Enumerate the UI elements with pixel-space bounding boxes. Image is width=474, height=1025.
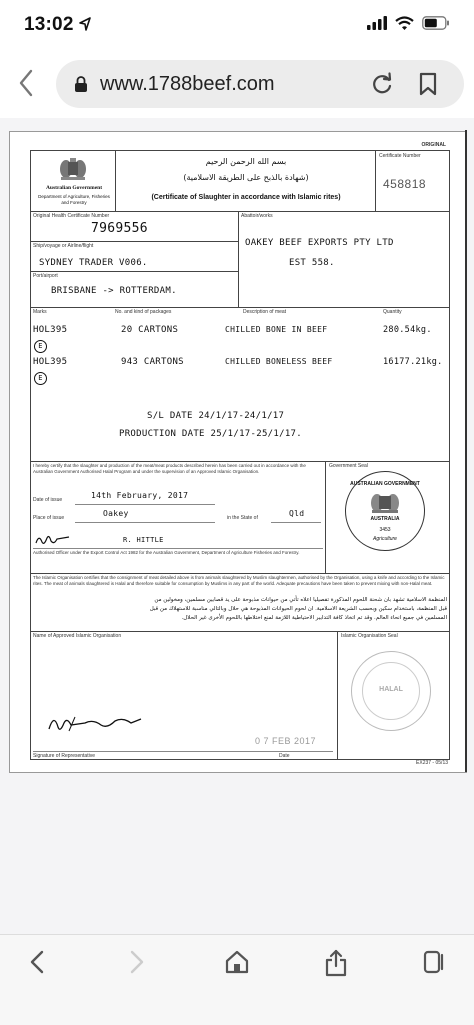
cert-number-cell: [377, 151, 449, 211]
arabic-para-1: المنظمة الاسلامية تشهد بان شحنة اللحوم المذكورة تفصيليا اعلاه تأتي من حيوانات مذبوحة على يد قصابين مسلمين، ومخولين من: [154, 597, 447, 603]
gov-seal-label: Government Seal: [329, 463, 368, 469]
address-bar-row: [0, 58, 474, 114]
row2-mark: HOL395: [33, 357, 68, 367]
row1-mark-sub: E: [34, 340, 47, 353]
row2-packages: 943 CARTONS: [121, 357, 184, 367]
abattoir-line2: EST 558.: [289, 258, 335, 268]
title-arabic: (شهادة بالذبح على الطريقة الاسلامية): [183, 173, 309, 182]
date-label: Date: [279, 753, 290, 759]
gov-dept: Department of Agriculture, Fisheries and Forestry: [38, 194, 110, 205]
document-scrollbar: [465, 130, 467, 772]
col-marks: Marks: [33, 309, 47, 315]
seal-top-text: AUSTRALIAN GOVERNMENT: [350, 481, 420, 487]
url-field[interactable]: [56, 60, 464, 108]
halal-word: HALAL: [379, 686, 403, 693]
col-qty: Quantity: [383, 309, 402, 315]
orig-health-label: Original Health Certificate Number: [33, 213, 110, 219]
bottom-toolbar: [0, 934, 474, 1025]
arabic-para-3: المسلمين في جميع انحاء العالم. وقد تم اتخاذ كافة التدابير الاحتياطية اللازمة لمنع اختلاطها باللحوم الأخرى غير الحلال.: [181, 615, 447, 621]
share-icon[interactable]: [324, 949, 348, 982]
gov-crest-cell: [31, 151, 115, 211]
back-chevron-icon[interactable]: [18, 68, 34, 103]
certificate-document: [9, 131, 467, 773]
state-label: in the State of: [227, 515, 258, 521]
location-arrow-icon: [79, 17, 91, 36]
stamp-date: 0 7 FEB 2017: [255, 736, 317, 746]
islamic-text: The Islamic Organisation certifies that the consignment of meat detailed above is from animals slaughtered by Muslim slaughtermen, authorised by the Organisation, using a knife and according to the Islamic rites. The meat of animals slaughtered is Halal and therefore suitable for consumption by Muslims in any part of the world. Adequate precautions have been taken to prevent mixing with non-Halal meat.: [33, 575, 445, 586]
wifi-icon: [395, 16, 414, 35]
bismillah: بسم الله الرحمن الرحيم: [205, 157, 287, 166]
row2-meat: CHILLED BONELESS BEEF: [225, 357, 333, 366]
battery-icon: [422, 16, 450, 35]
row1-qty: 280.54kg.: [383, 325, 432, 335]
certify-text: I hereby certify that the slaughter and production of the meat/meat products described herein has been carried out in accordance with the Australian Government Authorised Halal Program and under the supervision of an Approved Islamic Organisation.: [33, 463, 306, 474]
officer-name: R. HITTLE: [123, 536, 164, 544]
row2-qty: 16177.21kg.: [383, 357, 443, 367]
org-name-label: Name of Approved Islamic Organisation: [33, 633, 122, 639]
row1-mark: HOL395: [33, 325, 68, 335]
lock-icon: [74, 75, 88, 98]
state-value: Qld: [289, 509, 305, 518]
row1-packages: 20 CARTONS: [121, 325, 179, 335]
ship-label: Ship/voyage or Airline/flight: [33, 243, 94, 249]
representative-signature-icon: [45, 711, 145, 742]
orig-health-value: 7969556: [91, 221, 148, 236]
seal-crest-icon: [368, 490, 402, 519]
date-issue-label: Date of issue: [33, 497, 63, 503]
cert-number-label: Certificate Number: [379, 153, 421, 159]
home-icon[interactable]: [224, 949, 250, 980]
gov-name: Australian Government: [45, 185, 103, 191]
reload-icon[interactable]: [370, 72, 394, 101]
col-meat: Description of meat: [243, 309, 287, 315]
date-issue-value: 14th February, 2017: [91, 491, 189, 500]
ship-value: SYDNEY TRADER V006.: [39, 258, 148, 268]
abattoir-label: Abattoir/works: [241, 213, 273, 219]
islamic-org-seal: [351, 651, 431, 731]
row2-mark-sub: E: [34, 372, 47, 385]
url-text: www.1788beef.com: [100, 73, 275, 95]
certificate-frame: [30, 150, 450, 760]
signal-icon: [367, 16, 387, 35]
back-icon[interactable]: [28, 949, 48, 980]
sig-rep-label: Signature of Representative: [33, 753, 95, 759]
port-value: BRISBANE -> ROTTERDAM.: [51, 286, 177, 296]
sl-date: S/L DATE 24/1/17-24/1/17: [147, 411, 285, 421]
cert-title-cell: [117, 151, 375, 211]
seal-country: AUSTRALIA: [370, 516, 400, 522]
form-code: EX237 - 05/13: [416, 760, 448, 766]
org-seal-label: Islamic Organisation Seal: [341, 633, 398, 639]
col-packages: No. and kind of packages: [115, 309, 172, 315]
arabic-para-2: قبل المنظمة، باستخدام سكين وبحسب الشريعة الاسلامية. ان لحوم الحيوانات المذبوحة هي حلال وبالتالي مناسبة للاستهلاك من قبل: [149, 606, 447, 612]
abattoir-line1: OAKEY BEEF EXPORTS PTY LTD: [245, 238, 394, 248]
place-issue-label: Place of issue: [33, 515, 65, 521]
cert-number: 458818: [383, 177, 427, 191]
status-bar: [0, 0, 474, 52]
seal-number: 3453: [379, 527, 391, 533]
coat-of-arms-icon: [57, 157, 89, 186]
production-date: PRODUCTION DATE 25/1/17-25/1/17.: [119, 429, 302, 439]
authorised-text: Authorised Officer under the Export Control Act 1982 for the Australian Government, Department of Agriculture Fisheries and Forestry.: [33, 550, 300, 555]
place-issue-value: Oakey: [103, 509, 129, 518]
row1-meat: CHILLED BONE IN BEEF: [225, 325, 328, 334]
arabic-declaration: [33, 596, 447, 623]
status-time: 13:02: [24, 14, 74, 35]
port-label: Port/airport: [33, 273, 58, 279]
title-english: (Certificate of Slaughter in accordance with Islamic rites): [151, 194, 341, 201]
government-seal: [345, 471, 425, 551]
seal-bottom-text: Agriculture: [373, 536, 397, 542]
bookmark-icon[interactable]: [418, 72, 438, 101]
original-label: ORIGINAL: [421, 142, 446, 148]
forward-icon[interactable]: [126, 949, 146, 980]
tabs-icon[interactable]: [422, 949, 448, 980]
